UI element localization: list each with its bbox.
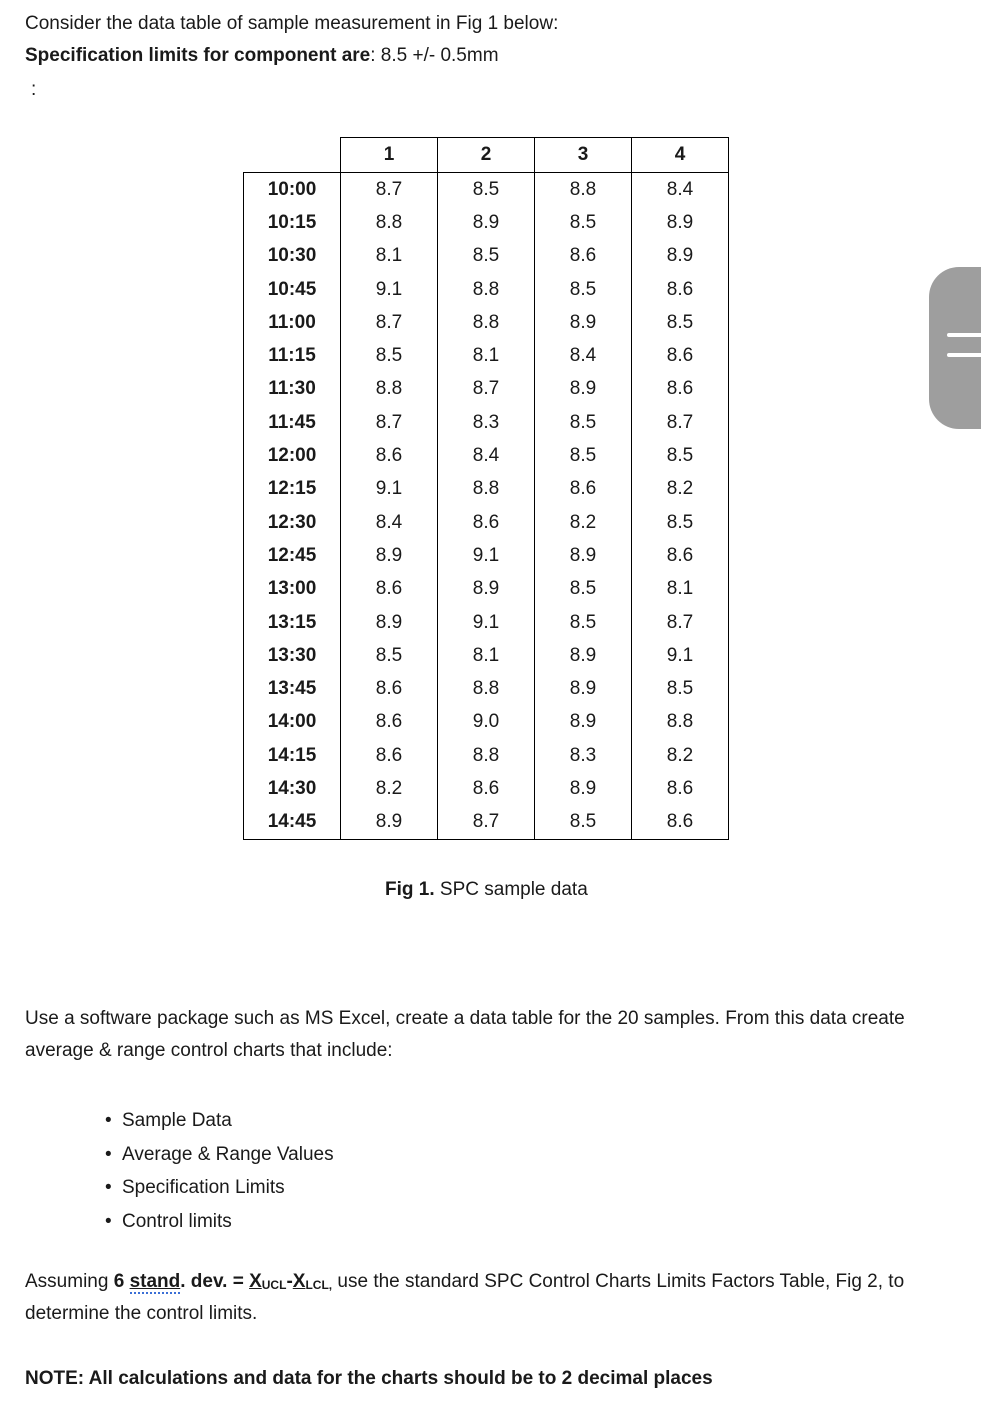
table-row [244,373,729,406]
value-cell: 8.5 [632,506,729,539]
instruction-line-2: average & range control charts that include: [25,1040,393,1061]
value-cell: 8.8 [438,739,535,772]
table-row [244,339,729,372]
table-row [244,506,729,539]
table-header-row [244,138,729,173]
value-cell: 8.9 [341,539,438,572]
value-cell: 9.1 [341,473,438,506]
instruction-line-1: Use a software package such as MS Excel, create a data table for the 20 samples. From this data create [25,1008,905,1029]
time-cell: 10:00 [244,173,341,207]
time-cell: 11:45 [244,406,341,439]
column-header-3: 3 [535,138,632,173]
table-row [244,406,729,439]
value-cell: 8.4 [341,506,438,539]
value-cell: 8.6 [632,539,729,572]
table-row [244,739,729,772]
value-cell: 8.5 [438,240,535,273]
value-cell: 8.6 [341,439,438,472]
value-cell: 8.6 [438,772,535,805]
list-item: • Sample Data [105,1104,334,1138]
table-row [244,206,729,239]
value-cell: 8.6 [341,706,438,739]
value-cell: 8.6 [632,373,729,406]
time-cell: 10:15 [244,206,341,239]
value-cell: 9.1 [632,639,729,672]
time-cell: 11:00 [244,306,341,339]
list-item: • Average & Range Values [105,1138,334,1172]
table-row [244,806,729,840]
value-cell: 8.9 [535,306,632,339]
value-cell: 8.6 [535,473,632,506]
time-cell: 11:30 [244,373,341,406]
value-cell: 8.6 [535,240,632,273]
time-cell: 10:30 [244,240,341,273]
value-cell: 9.1 [438,539,535,572]
figure-caption [385,878,588,902]
value-cell: 8.1 [438,639,535,672]
bullet-icon: • [105,1177,112,1198]
value-cell: 8.8 [438,306,535,339]
value-cell: 8.6 [341,672,438,705]
value-cell: 8.3 [438,406,535,439]
table-row [244,639,729,672]
value-cell: 8.4 [438,439,535,472]
value-cell: 8.5 [632,306,729,339]
time-cell: 12:45 [244,539,341,572]
value-cell: 8.8 [438,672,535,705]
value-cell: 8.8 [438,473,535,506]
time-cell: 11:15 [244,339,341,372]
value-cell: 8.7 [632,406,729,439]
value-cell: 9.1 [438,606,535,639]
side-panel-handle[interactable] [929,267,981,429]
value-cell: 8.9 [438,573,535,606]
value-cell: 8.8 [341,206,438,239]
value-cell: 8.4 [632,173,729,207]
value-cell: 8.6 [341,573,438,606]
table-row [244,439,729,472]
value-cell: 8.1 [438,339,535,372]
value-cell: 8.2 [341,772,438,805]
value-cell: 8.5 [535,606,632,639]
value-cell: 8.5 [632,439,729,472]
value-cell: 8.2 [632,473,729,506]
stray-colon: : [31,79,37,100]
grip-line-icon [947,353,981,357]
value-cell: 8.9 [438,206,535,239]
time-cell: 13:30 [244,639,341,672]
table-row [244,706,729,739]
value-cell: 8.7 [341,173,438,207]
caption-text: SPC sample data [434,879,588,900]
table-row [244,306,729,339]
table-row [244,606,729,639]
time-cell: 13:15 [244,606,341,639]
table-row [244,173,729,207]
value-cell: 8.5 [535,406,632,439]
value-cell: 8.2 [535,506,632,539]
time-cell: 14:45 [244,806,341,840]
spc-sample-table [243,137,729,840]
value-cell: 8.9 [632,240,729,273]
intro-line [25,12,558,36]
value-cell: 8.9 [535,672,632,705]
table-row [244,240,729,273]
time-cell: 13:45 [244,672,341,705]
list-item: • Control limits [105,1205,334,1239]
header-corner [244,138,341,173]
value-cell: 8.6 [632,339,729,372]
value-cell: 8.6 [632,806,729,840]
value-cell: 8.5 [341,639,438,672]
value-cell: 8.6 [438,506,535,539]
value-cell: 8.6 [632,273,729,306]
table-row [244,672,729,705]
table-row [244,539,729,572]
intro-text: Consider the data table of sample measurement in Fig 1 below: [25,13,559,34]
time-cell: 14:30 [244,772,341,805]
value-cell: 8.2 [632,739,729,772]
value-cell: 8.9 [535,772,632,805]
spec-line [25,44,499,68]
time-cell: 10:45 [244,273,341,306]
value-cell: 8.5 [535,273,632,306]
value-cell: 8.9 [535,539,632,572]
value-cell: 8.7 [341,306,438,339]
value-cell: 9.1 [341,273,438,306]
value-cell: 8.8 [438,273,535,306]
value-cell: 8.5 [535,206,632,239]
value-cell: 8.5 [535,573,632,606]
time-cell: 12:30 [244,506,341,539]
value-cell: 8.5 [341,339,438,372]
bullet-icon: • [105,1143,112,1165]
value-cell: 8.8 [535,173,632,207]
value-cell: 8.9 [341,806,438,840]
value-cell: 8.3 [535,739,632,772]
value-cell: 8.1 [632,573,729,606]
table-row [244,573,729,606]
requirements-list [105,1104,334,1238]
value-cell: 8.6 [632,772,729,805]
table-row [244,273,729,306]
value-cell: 8.7 [341,406,438,439]
note: NOTE: All calculations and data for the charts should be to 2 decimal places [25,1368,713,1389]
bullet-icon: • [105,1110,112,1131]
list-item: • Specification Limits [105,1171,334,1205]
bullet-icon: • [105,1210,112,1232]
value-cell: 8.7 [438,373,535,406]
value-cell: 8.7 [438,806,535,840]
value-cell: 8.4 [535,339,632,372]
spec-value: : 8.5 +/- 0.5mm [370,45,499,66]
value-cell: 8.1 [341,240,438,273]
value-cell: 8.5 [632,672,729,705]
grip-line-icon [947,333,981,337]
time-cell: 12:15 [244,473,341,506]
value-cell: 8.5 [535,806,632,840]
column-header-4: 4 [632,138,729,173]
value-cell: 8.9 [341,606,438,639]
caption-label: Fig 1. [385,879,435,900]
table-row [244,772,729,805]
assumption-line-2: determine the control limits. [25,1303,258,1324]
table-row [244,473,729,506]
value-cell: 8.5 [438,173,535,207]
value-cell: 8.9 [535,373,632,406]
value-cell: 8.9 [535,706,632,739]
time-cell: 14:15 [244,739,341,772]
value-cell: 8.9 [535,639,632,672]
time-cell: 14:00 [244,706,341,739]
time-cell: 13:00 [244,573,341,606]
column-header-1: 1 [341,138,438,173]
time-cell: 12:00 [244,439,341,472]
value-cell: 9.0 [438,706,535,739]
value-cell: 8.9 [632,206,729,239]
value-cell: 8.8 [341,373,438,406]
assumption-line-1: Assuming 6 stand. dev. = $X_{UCL}-X_{LCL,}$ use the standard SPC Control Charts Limits Factors Table, Fig 2, to [25,1271,905,1292]
value-cell: 8.7 [632,606,729,639]
value-cell: 8.6 [341,739,438,772]
column-header-2: 2 [438,138,535,173]
spec-label: Specification limits for component are [25,45,371,66]
value-cell: 8.8 [632,706,729,739]
value-cell: 8.5 [535,439,632,472]
